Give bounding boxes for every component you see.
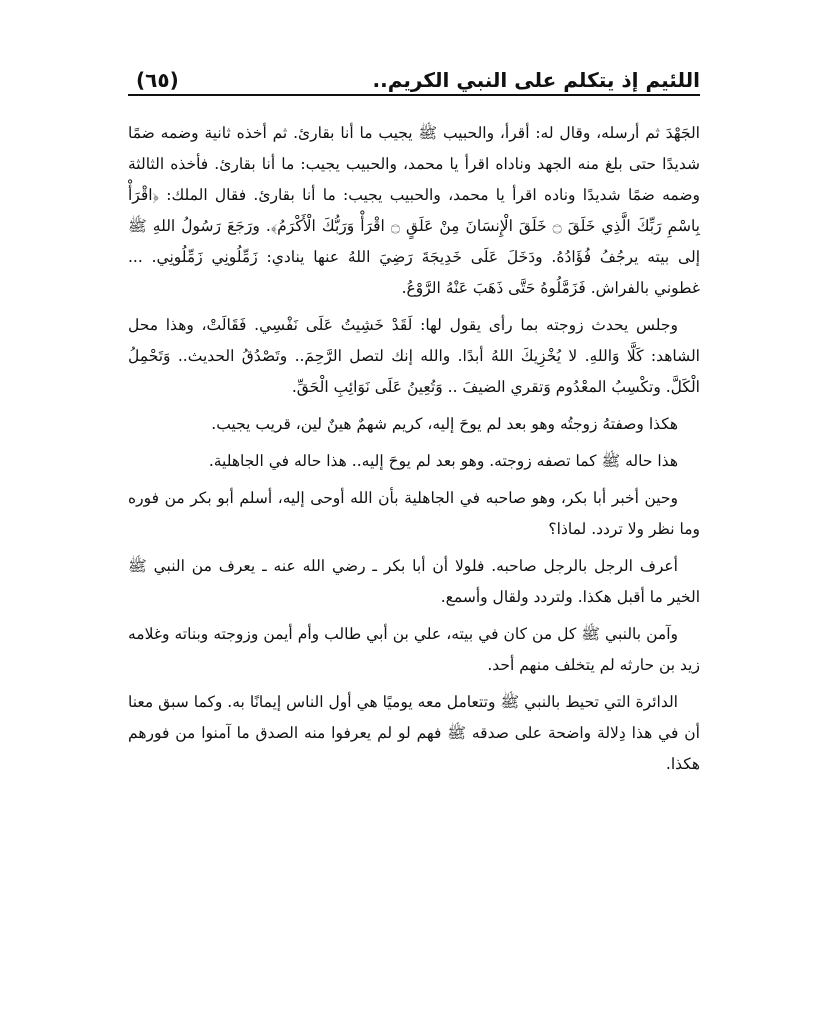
page-body bbox=[128, 118, 700, 786]
paragraph: الجَهْدَ ثم أرسله، وقال له: أقرأ، والحبيب ﷺ يجيب ما أنا بقارئ. ثم أخذه ثانية وضمه ضمًا شديدًا حتى بلغ منه الجهد وناداه اقرأ يا محمد، والحبيب يجيب: ما أنا بقارئ. فأخذه الثالثة وضمه ضمًا شديدًا وناده اقرأ يا محمد، والحبيب يجيب: ما أنا بقارئ. فقال الملك: ﴿اقْرَأْ بِاسْمِ رَبِّكَ الَّذِي خَلَقَ ۝ خَلَقَ الْإِنسَانَ مِنْ عَلَقٍ ۝ اقْرَأْ وَرَبُّكَ الْأَكْرَمُ﴾. ورَجَعَ رَسُولُ اللهِ ﷺ إلى بيته يرجُفُ فُؤَادُهُ. ودَخَلَ عَلَى خَدِيجَةَ رَضِيَ اللهُ عنها ينادي: زَمِّلُونِي زَمِّلُونِي. ... غطوني بالفراش. فَزَمَّلُوهُ حَتَّى ذَهَبَ عَنْهُ الرَّوْعُ. bbox=[128, 124, 700, 297]
paragraph: وحين أخبر أبا بكر، وهو صاحبه في الجاهلية بأن الله أوحى إليه، أسلم أبو بكر من فوره وما نظر ولا تردد. لماذا؟ bbox=[128, 489, 700, 538]
paragraph: وآمن بالنبي ﷺ كل من كان في بيته، علي بن أبي طالب وأم أيمن وزوجته وبناته وغلامه زيد بن حارثه لم يتخلف منهم أحد. bbox=[128, 625, 700, 674]
paragraph: وجلس يحدث زوجته بما رأى يقول لها: لَقَدْ خَشِيتُ عَلَى نَفْسِي. فَقَالَتْ، وهذا محل الشاهد: كَلَّا وَاللهِ. لا يُخْزِيكَ اللهُ أبدًا. والله إنك لتصل الرَّحِمَ.. وتَصْدُقُ الحديث.. وَتَحْمِلُ الْكَلَّ. وتكْسِبُ المعْدُوم وَتقري الضيفَ .. وَتُعِينُ عَلَى نَوَائِبِ الْحَقِّ. bbox=[128, 316, 700, 396]
paragraph: أعرف الرجل بالرجل صاحبه. فلولا أن أبا بكر ـ رضي الله عنه ـ يعرف من النبي ﷺ الخير ما أقبل هكذا. ولتردد ولقال وأسمع. bbox=[128, 557, 700, 606]
page-number: (٦٥) bbox=[136, 68, 179, 92]
header-rule bbox=[128, 94, 700, 96]
running-title: اللئيم إذ يتكلم على النبي الكريم.. bbox=[372, 68, 700, 92]
paragraph: هذا حاله ﷺ كما تصفه زوجته. وهو بعد لم يوحَ إليه.. هذا حاله في الجاهلية. bbox=[208, 452, 678, 470]
page-header bbox=[128, 64, 700, 98]
paragraph: هكذا وصفتهُ زوجتُه وهو بعد لم يوحَ إليه، كريم شهمٌ هينٌ لين، قريب يجيب. bbox=[211, 415, 678, 433]
paragraph: الدائرة التي تحيط بالنبي ﷺ وتتعامل معه يوميًا هي أول الناس إيمانًا به. وكما سبق معنا أن في هذا دِلالة واضحة على صدقه ﷺ فهم لو لم يعرفوا منه الصدق ما آمنوا من فورهم هكذا. bbox=[128, 693, 700, 773]
